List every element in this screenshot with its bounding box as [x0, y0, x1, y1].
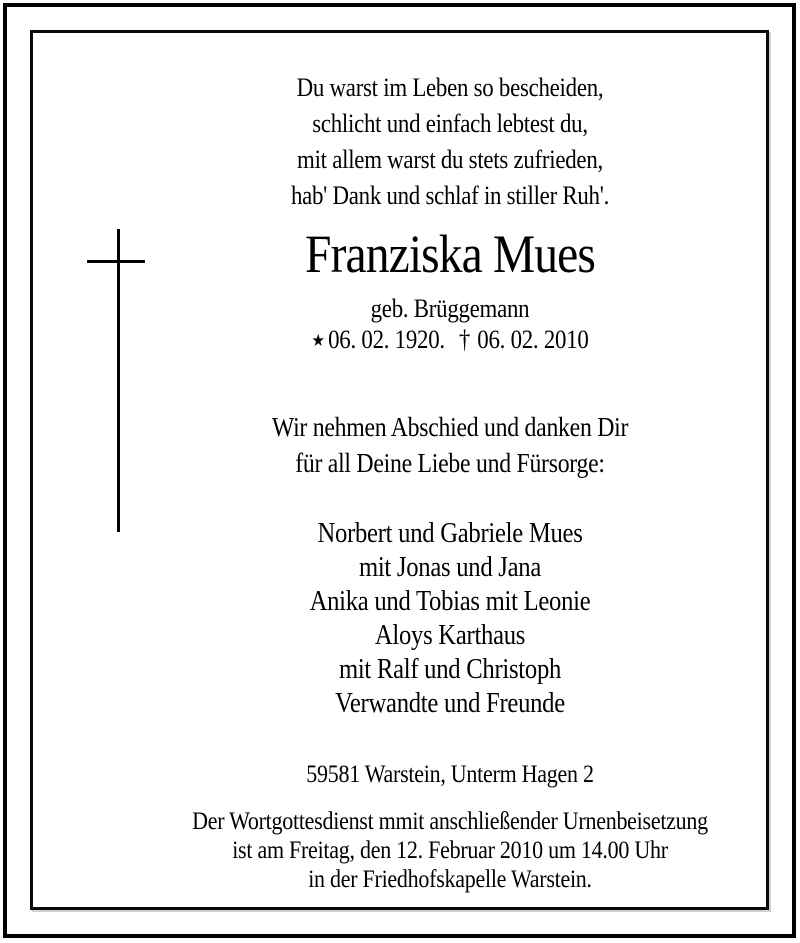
opening-poem [175, 70, 726, 214]
address-line: 59581 Warstein, Unterm Hagen 2 [306, 761, 594, 788]
service-announcement [175, 807, 726, 894]
born-star-icon: ★ [311, 331, 325, 351]
mourner-line: Aloys Karthaus [374, 620, 526, 651]
inner-border [30, 30, 769, 910]
tribute-text [175, 409, 726, 481]
tribute-line: für all Deine Liebe und Fürsorge: [295, 448, 605, 478]
service-line: Der Wortgottesdienst mmit anschließender Urnenbeisetzung [192, 808, 708, 835]
birth-date: 06. 02. 1920. [328, 325, 445, 354]
mourner-line: Verwandte und Freunde [335, 688, 565, 719]
poem-line: hab' Dank und schlaf in stiller Ruh'. [290, 181, 610, 210]
service-line: in der Friedhofskapelle Warstein. [308, 866, 592, 893]
service-line: ist am Freitag, den 12. Februar 2010 um 14.00 Uhr [232, 837, 668, 864]
life-dates [175, 326, 726, 355]
mourner-line: mit Ralf und Christoph [338, 654, 562, 685]
died-dagger-icon: † [458, 325, 471, 354]
maiden-name: geb. Brüggemann [370, 294, 530, 323]
poem-line: Du warst im Leben so bescheiden, [296, 73, 604, 102]
tribute-line: Wir nehmen Abschied und danken Dir [271, 412, 629, 442]
poem-line: schlicht und einfach lebtest du, [312, 109, 588, 138]
death-date: 06. 02. 2010 [477, 325, 589, 354]
mourner-line: Anika und Tobias mit Leonie [309, 586, 591, 617]
cross-vertical-bar [117, 229, 120, 532]
mourner-line: Norbert und Gabriele Mues [317, 518, 583, 549]
poem-line: mit allem warst du stets zufrieden, [297, 145, 603, 174]
deceased-name: Franziska Mues [305, 224, 595, 284]
mourner-line: mit Jonas und Jana [358, 552, 542, 583]
mourners-list [175, 517, 726, 721]
cross-horizontal-bar [87, 260, 145, 263]
